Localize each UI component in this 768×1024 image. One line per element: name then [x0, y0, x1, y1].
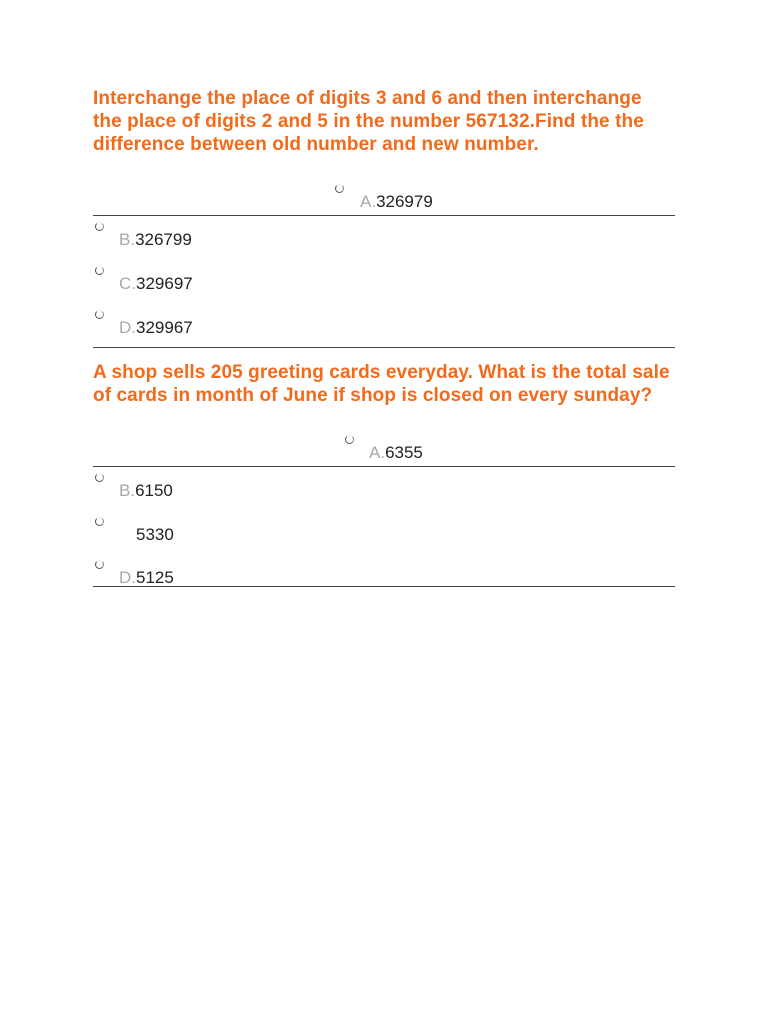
option-value: 6150 — [135, 481, 173, 500]
option-value: 326979 — [376, 192, 433, 211]
question-2-option-b[interactable] — [93, 471, 675, 500]
option-value: 5125 — [136, 568, 174, 587]
option-b-label — [119, 481, 173, 501]
question-2 — [93, 361, 675, 587]
option-a-label — [360, 192, 433, 212]
question-1-text: Interchange the place of digits 3 and 6 and then interchange the place of digits 2 and 5 in the number 567132.Find the the difference between old number and new number. — [93, 88, 644, 155]
question-2-option-d[interactable] — [93, 558, 675, 587]
option-value: 5330 — [136, 525, 174, 544]
question-2-text: A shop sells 205 greeting cards everyday. What is the total sale of cards in month of June if shop is closed on every sunday? — [93, 362, 670, 406]
option-value: 329967 — [136, 318, 193, 337]
option-b-label — [119, 230, 192, 250]
option-letter: B. — [119, 230, 136, 249]
option-letter: B. — [119, 481, 136, 500]
question-2-option-c[interactable] — [93, 515, 675, 544]
radio-button-icon[interactable] — [95, 517, 104, 526]
option-a-label — [369, 443, 423, 463]
question-2-option-a[interactable] — [93, 433, 675, 462]
option-letter: D. — [119, 318, 136, 337]
question-1 — [93, 87, 675, 337]
radio-button-icon[interactable] — [335, 184, 344, 193]
divider — [93, 347, 675, 348]
option-c-label — [119, 274, 193, 294]
radio-button-icon[interactable] — [345, 435, 354, 444]
radio-button-icon[interactable] — [95, 266, 104, 275]
option-letter: C. — [119, 274, 136, 293]
radio-button-icon[interactable] — [95, 222, 104, 231]
divider — [93, 586, 675, 587]
option-value: 6355 — [385, 443, 423, 462]
option-d-label — [119, 318, 193, 338]
question-1-option-d[interactable] — [93, 308, 675, 337]
question-1-option-c[interactable] — [93, 264, 675, 293]
option-letter: D. — [119, 568, 136, 587]
radio-button-icon[interactable] — [95, 310, 104, 319]
divider — [93, 215, 675, 216]
option-c-label — [136, 525, 174, 545]
radio-button-icon[interactable] — [95, 473, 104, 482]
option-value: 326799 — [135, 230, 192, 249]
question-1-option-a[interactable] — [93, 182, 675, 211]
radio-button-icon[interactable] — [95, 560, 104, 569]
option-d-label — [119, 568, 174, 588]
option-letter: A. — [369, 443, 386, 462]
divider — [93, 466, 675, 467]
option-value: 329697 — [136, 274, 193, 293]
option-letter: A. — [360, 192, 377, 211]
question-1-option-b[interactable] — [93, 220, 675, 249]
